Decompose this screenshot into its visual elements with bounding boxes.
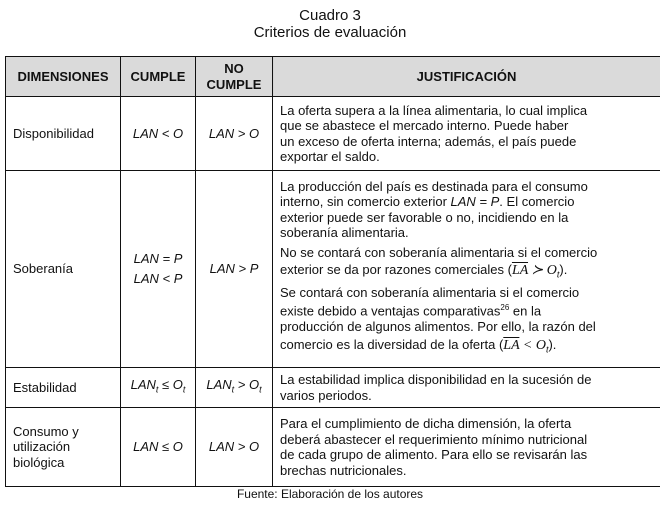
no-cumple-condition xyxy=(197,377,271,398)
subscript: t xyxy=(182,384,186,395)
cumple-cell xyxy=(121,97,196,171)
cumple-cell xyxy=(121,368,196,408)
table-row xyxy=(6,97,660,171)
no-cumple-cell xyxy=(196,97,273,171)
justification-line xyxy=(280,463,654,479)
cumple-cell xyxy=(121,171,196,368)
header-row xyxy=(6,57,660,97)
condition-text: $LAN_t \le O_t$ xyxy=(130,376,186,395)
text-segment: interno, sin comercio exterior xyxy=(280,194,451,210)
no-cumple-cell xyxy=(196,408,273,487)
cumple-condition xyxy=(122,377,194,398)
text-segment: soberanía alimentaria. xyxy=(280,225,409,241)
math-text: ≻ O xyxy=(528,263,557,279)
dimension-label: Consumo y xyxy=(13,423,79,439)
text-segment: de cada grupo de alimento. Para ello se revisarán las xyxy=(280,447,588,462)
justification-line xyxy=(280,416,654,432)
text-segment: exterior puede ser favorable o no, incidiendo en la xyxy=(280,209,569,225)
text-segment: comercio es la diversidad de la oferta ( xyxy=(280,336,504,352)
justification-cell xyxy=(273,97,660,171)
header-dimensiones: DIMENSIONES xyxy=(6,57,121,97)
text-segment: ). xyxy=(548,336,557,352)
source-note: Fuente: Elaboración de los autores xyxy=(236,487,424,501)
dimension-label: Disponibilidad xyxy=(13,125,94,141)
subscript: t xyxy=(556,269,560,280)
condition-text: LAN = P xyxy=(133,251,183,266)
text-segment: existe debido a ventajas comparativas xyxy=(280,303,501,319)
justification-line xyxy=(280,319,654,335)
dimension-cell xyxy=(6,171,121,368)
header-justificacion: JUSTIFICACIÓN xyxy=(273,57,660,97)
text-segment: producción de algunos alimentos. Por ello, la razón del xyxy=(280,319,596,335)
justification-line xyxy=(280,285,654,301)
table-number: Cuadro 3 xyxy=(299,7,361,24)
italic-math: LAN = P xyxy=(450,194,500,210)
text-segment: La producción del país es destinada para el consumo xyxy=(280,178,588,194)
justification-line xyxy=(280,225,654,241)
subscript: t xyxy=(231,384,235,395)
no-cumple-condition xyxy=(197,261,271,277)
justification-line xyxy=(280,372,654,388)
text-segment: . El comercio xyxy=(499,194,575,210)
dimension-label: biológica xyxy=(13,454,65,470)
text-segment: No se contará con soberanía alimentaria si el comercio xyxy=(280,244,598,260)
justification-line xyxy=(280,149,654,165)
table-row xyxy=(6,171,660,368)
no-cumple-condition xyxy=(197,439,271,455)
text-segment: La oferta supera a la línea alimentaria, lo cual implica xyxy=(280,102,588,118)
condition-text: LAN > O xyxy=(208,125,260,141)
text-segment: brechas nutricionales. xyxy=(280,462,407,478)
condition-text: LAN < O xyxy=(132,125,184,141)
cumple-condition xyxy=(122,439,194,455)
header-no-cumple-line2: CUMPLE xyxy=(206,76,262,92)
condition-text: $LAN_t > O_t$ xyxy=(206,376,262,395)
justification-cell xyxy=(273,171,660,368)
justification-line xyxy=(280,432,654,448)
subscript: t xyxy=(155,384,159,395)
cumple-condition xyxy=(122,126,194,142)
justification-line xyxy=(280,210,654,226)
subscript: t xyxy=(259,384,262,395)
text-segment: deberá abastecer el requerimiento mínimo nutricional xyxy=(280,431,588,447)
overline-math: $\overline{LA}$ xyxy=(511,263,529,279)
no-cumple-condition xyxy=(197,126,271,142)
justification-line xyxy=(280,134,654,150)
text-segment: ). xyxy=(559,262,568,278)
justification-line xyxy=(280,447,654,463)
overline-math: $\overline{LA}$ xyxy=(503,337,520,353)
dimension-cell xyxy=(6,368,121,408)
text-segment: Para el cumplimiento de dicha dimensión, la oferta xyxy=(280,416,572,431)
justification-cell xyxy=(273,408,660,487)
dimension-label: Soberanía xyxy=(13,261,73,277)
text-segment: que se abastece el mercado interno. Puede haber xyxy=(280,118,569,133)
justification-line xyxy=(280,118,654,134)
justification-line xyxy=(280,388,654,404)
cumple-cell xyxy=(121,408,196,487)
justification-cell xyxy=(273,368,660,408)
cumple-condition xyxy=(122,249,194,269)
text-segment: exterior se da por razones comerciales ( xyxy=(280,262,512,278)
dimension-label: utilización xyxy=(13,439,71,455)
condition-text: LAN ≤ O xyxy=(133,439,183,455)
justification-line xyxy=(280,260,654,285)
table-title: Criterios de evaluación xyxy=(253,24,407,41)
evaluation-criteria-table xyxy=(5,56,660,487)
text-segment: un exceso de oferta interna; además, el país puede xyxy=(280,133,577,149)
cumple-condition xyxy=(122,269,194,289)
header-no-cumple-line1: NO xyxy=(224,61,244,76)
subscript: t xyxy=(545,344,549,355)
math-text: < O xyxy=(519,337,546,353)
footnote-marker: 26 xyxy=(500,303,510,313)
condition-text: LAN < P xyxy=(133,271,183,286)
justification-line xyxy=(280,103,654,119)
no-cumple-cell xyxy=(196,368,273,408)
dimension-cell xyxy=(6,97,121,171)
justification-line xyxy=(280,300,654,319)
table-row xyxy=(6,408,660,487)
text-segment: La estabilidad implica disponibilidad en la sucesión de xyxy=(280,372,592,387)
text-segment: Se contará con soberanía alimentaria si el comercio xyxy=(280,284,580,300)
header-cumple: CUMPLE xyxy=(121,57,196,97)
text-segment: varios periodos. xyxy=(280,387,372,403)
justification-line xyxy=(280,179,654,195)
text-segment: exportar el saldo. xyxy=(280,149,380,164)
dimension-label: Estabilidad xyxy=(13,379,77,395)
condition-text: LAN > P xyxy=(209,261,259,277)
dimension-cell xyxy=(6,408,121,487)
justification-line xyxy=(280,245,654,261)
header-no-cumple xyxy=(196,57,273,97)
justification-line xyxy=(280,194,654,210)
text-segment: en la xyxy=(509,303,542,319)
condition-text: LAN > O xyxy=(208,439,260,455)
table-row xyxy=(6,368,660,408)
justification-line xyxy=(280,335,654,360)
no-cumple-cell xyxy=(196,171,273,368)
